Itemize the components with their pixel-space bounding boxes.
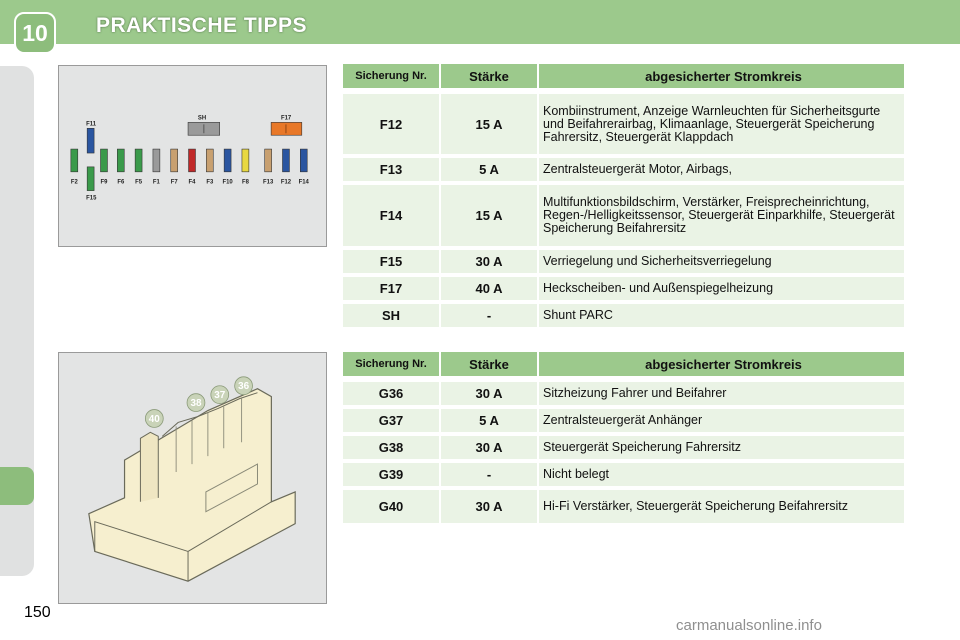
chapter-number-badge: 10 xyxy=(14,12,56,54)
table-row xyxy=(343,94,904,154)
table-row xyxy=(343,436,904,459)
rating-cell: - xyxy=(441,463,537,486)
callout-label: 37 xyxy=(214,390,226,402)
circuit-cell: Steuergerät Speicherung Fahrersitz xyxy=(539,436,904,459)
circuit-cell: Zentralsteuergerät Anhänger xyxy=(539,409,904,432)
fuse-number-cell: G36 xyxy=(343,382,439,405)
fuse-f10 xyxy=(224,149,231,172)
label-f3: F3 xyxy=(206,179,214,186)
rating-cell: 15 A xyxy=(441,185,537,246)
fuse-number-cell: F12 xyxy=(343,94,439,154)
label-f14: F14 xyxy=(298,179,309,186)
holder-clip xyxy=(140,432,158,501)
label-f8: F8 xyxy=(241,179,249,186)
table-row xyxy=(343,463,904,486)
fuse-f4 xyxy=(189,149,196,172)
table-row xyxy=(343,158,904,181)
circuit-cell: Heckscheiben- und Außenspiegelheizung xyxy=(539,277,904,300)
circuit-cell: Sitzheizung Fahrer und Beifahrer xyxy=(539,382,904,405)
header-circuit: abgesicherter Stromkreis xyxy=(539,352,904,376)
rating-cell: 30 A xyxy=(441,436,537,459)
fuse-f7 xyxy=(171,149,178,172)
fuse-box-diagram xyxy=(58,65,327,247)
fuse-f9 xyxy=(101,149,108,172)
label-f6: F6 xyxy=(117,179,125,186)
header-rating: Stärke xyxy=(441,64,537,88)
fuse-number-cell: G37 xyxy=(343,409,439,432)
rating-cell: - xyxy=(441,304,537,327)
label-f10: F10 xyxy=(222,179,233,186)
page-number: 150 xyxy=(24,604,51,621)
page-title: PRAKTISCHE TIPPS xyxy=(96,14,308,37)
table-header-row xyxy=(343,352,904,376)
table-row xyxy=(343,277,904,300)
callout-label: 38 xyxy=(190,398,202,410)
table-row xyxy=(343,409,904,432)
callout-label: 40 xyxy=(148,413,160,425)
fuse-number-cell: G39 xyxy=(343,463,439,486)
label-f11: F11 xyxy=(86,121,97,128)
label-sh: SH xyxy=(197,115,207,122)
fuse-box-svg xyxy=(59,66,326,246)
table-header-row xyxy=(343,64,904,88)
rating-cell: 5 A xyxy=(441,409,537,432)
fuse-f11 xyxy=(87,128,94,153)
label-f5: F5 xyxy=(135,179,143,186)
circuit-cell: Nicht belegt xyxy=(539,463,904,486)
label-f17: F17 xyxy=(281,115,292,122)
fuse-number-cell: SH xyxy=(343,304,439,327)
rating-cell: 5 A xyxy=(441,158,537,181)
chapter-side-tab xyxy=(0,467,34,505)
label-f9: F9 xyxy=(100,179,108,186)
fuse-f2 xyxy=(71,149,78,172)
fuse-number-cell: F17 xyxy=(343,277,439,300)
watermark: carmanualsonline.info xyxy=(676,617,822,634)
rating-cell: 15 A xyxy=(441,94,537,154)
fuse-f8 xyxy=(242,149,249,172)
label-f7: F7 xyxy=(170,179,178,186)
fuse-row xyxy=(71,149,310,186)
header-fuse-number: Sicherung Nr. xyxy=(343,352,439,376)
label-f2: F2 xyxy=(70,179,78,186)
label-f15: F15 xyxy=(86,195,97,202)
fuse-number-cell: G40 xyxy=(343,490,439,523)
fuse-f13 xyxy=(265,149,272,172)
circuit-cell: Shunt PARC xyxy=(539,304,904,327)
header-circuit: abgesicherter Stromkreis xyxy=(539,64,904,88)
table-row xyxy=(343,490,904,523)
header-fuse-number: Sicherung Nr. xyxy=(343,64,439,88)
fuse-f17 xyxy=(271,122,302,135)
header-rating: Stärke xyxy=(441,352,537,376)
circuit-cell: Zentralsteuergerät Motor, Airbags, xyxy=(539,158,904,181)
fuse-f15 xyxy=(87,167,94,191)
label-f1: F1 xyxy=(152,179,160,186)
label-f12: F12 xyxy=(280,179,292,186)
table-row xyxy=(343,250,904,273)
fuse-f6 xyxy=(117,149,124,172)
fuse-f1 xyxy=(153,149,160,172)
fuse-holder-svg xyxy=(59,353,326,603)
rating-cell: 30 A xyxy=(441,250,537,273)
circuit-cell: Kombiinstrument, Anzeige Warnleuchten für Sicherheitsgurte und Beifahrerairbag, Klimaanlage, Steuergerät Speicherung Fahrersitz, Steuergerät Klappdach xyxy=(539,94,904,154)
fuse-number-cell: F14 xyxy=(343,185,439,246)
fuse-f5 xyxy=(135,149,142,172)
circuit-cell: Verriegelung und Sicherheitsverriegelung xyxy=(539,250,904,273)
label-f13: F13 xyxy=(263,179,274,186)
fuse-f12 xyxy=(283,149,290,172)
circuit-cell: Multifunktionsbildschirm, Verstärker, Freisprecheinrichtung, Regen-/Helligkeitssensor, Steuergerät Einparkhilfe, Steuergerät Speicherung Beifahrersitz xyxy=(539,185,904,246)
circuit-cell: Hi-Fi Verstärker, Steuergerät Speicherung Beifahrersitz xyxy=(539,490,904,523)
table-row xyxy=(343,382,904,405)
fuse-number-cell: G38 xyxy=(343,436,439,459)
label-f4: F4 xyxy=(188,179,196,186)
callout-label: 36 xyxy=(238,381,250,393)
rating-cell: 30 A xyxy=(441,382,537,405)
rating-cell: 30 A xyxy=(441,490,537,523)
table-row xyxy=(343,304,904,327)
fuse-f14 xyxy=(300,149,307,172)
fuse-f3 xyxy=(206,149,213,172)
fuse-number-cell: F15 xyxy=(343,250,439,273)
fuse-holder-drawing xyxy=(58,352,327,604)
rating-cell: 40 A xyxy=(441,277,537,300)
fuse-number-cell: F13 xyxy=(343,158,439,181)
holder-body xyxy=(89,389,295,581)
table-row xyxy=(343,185,904,246)
